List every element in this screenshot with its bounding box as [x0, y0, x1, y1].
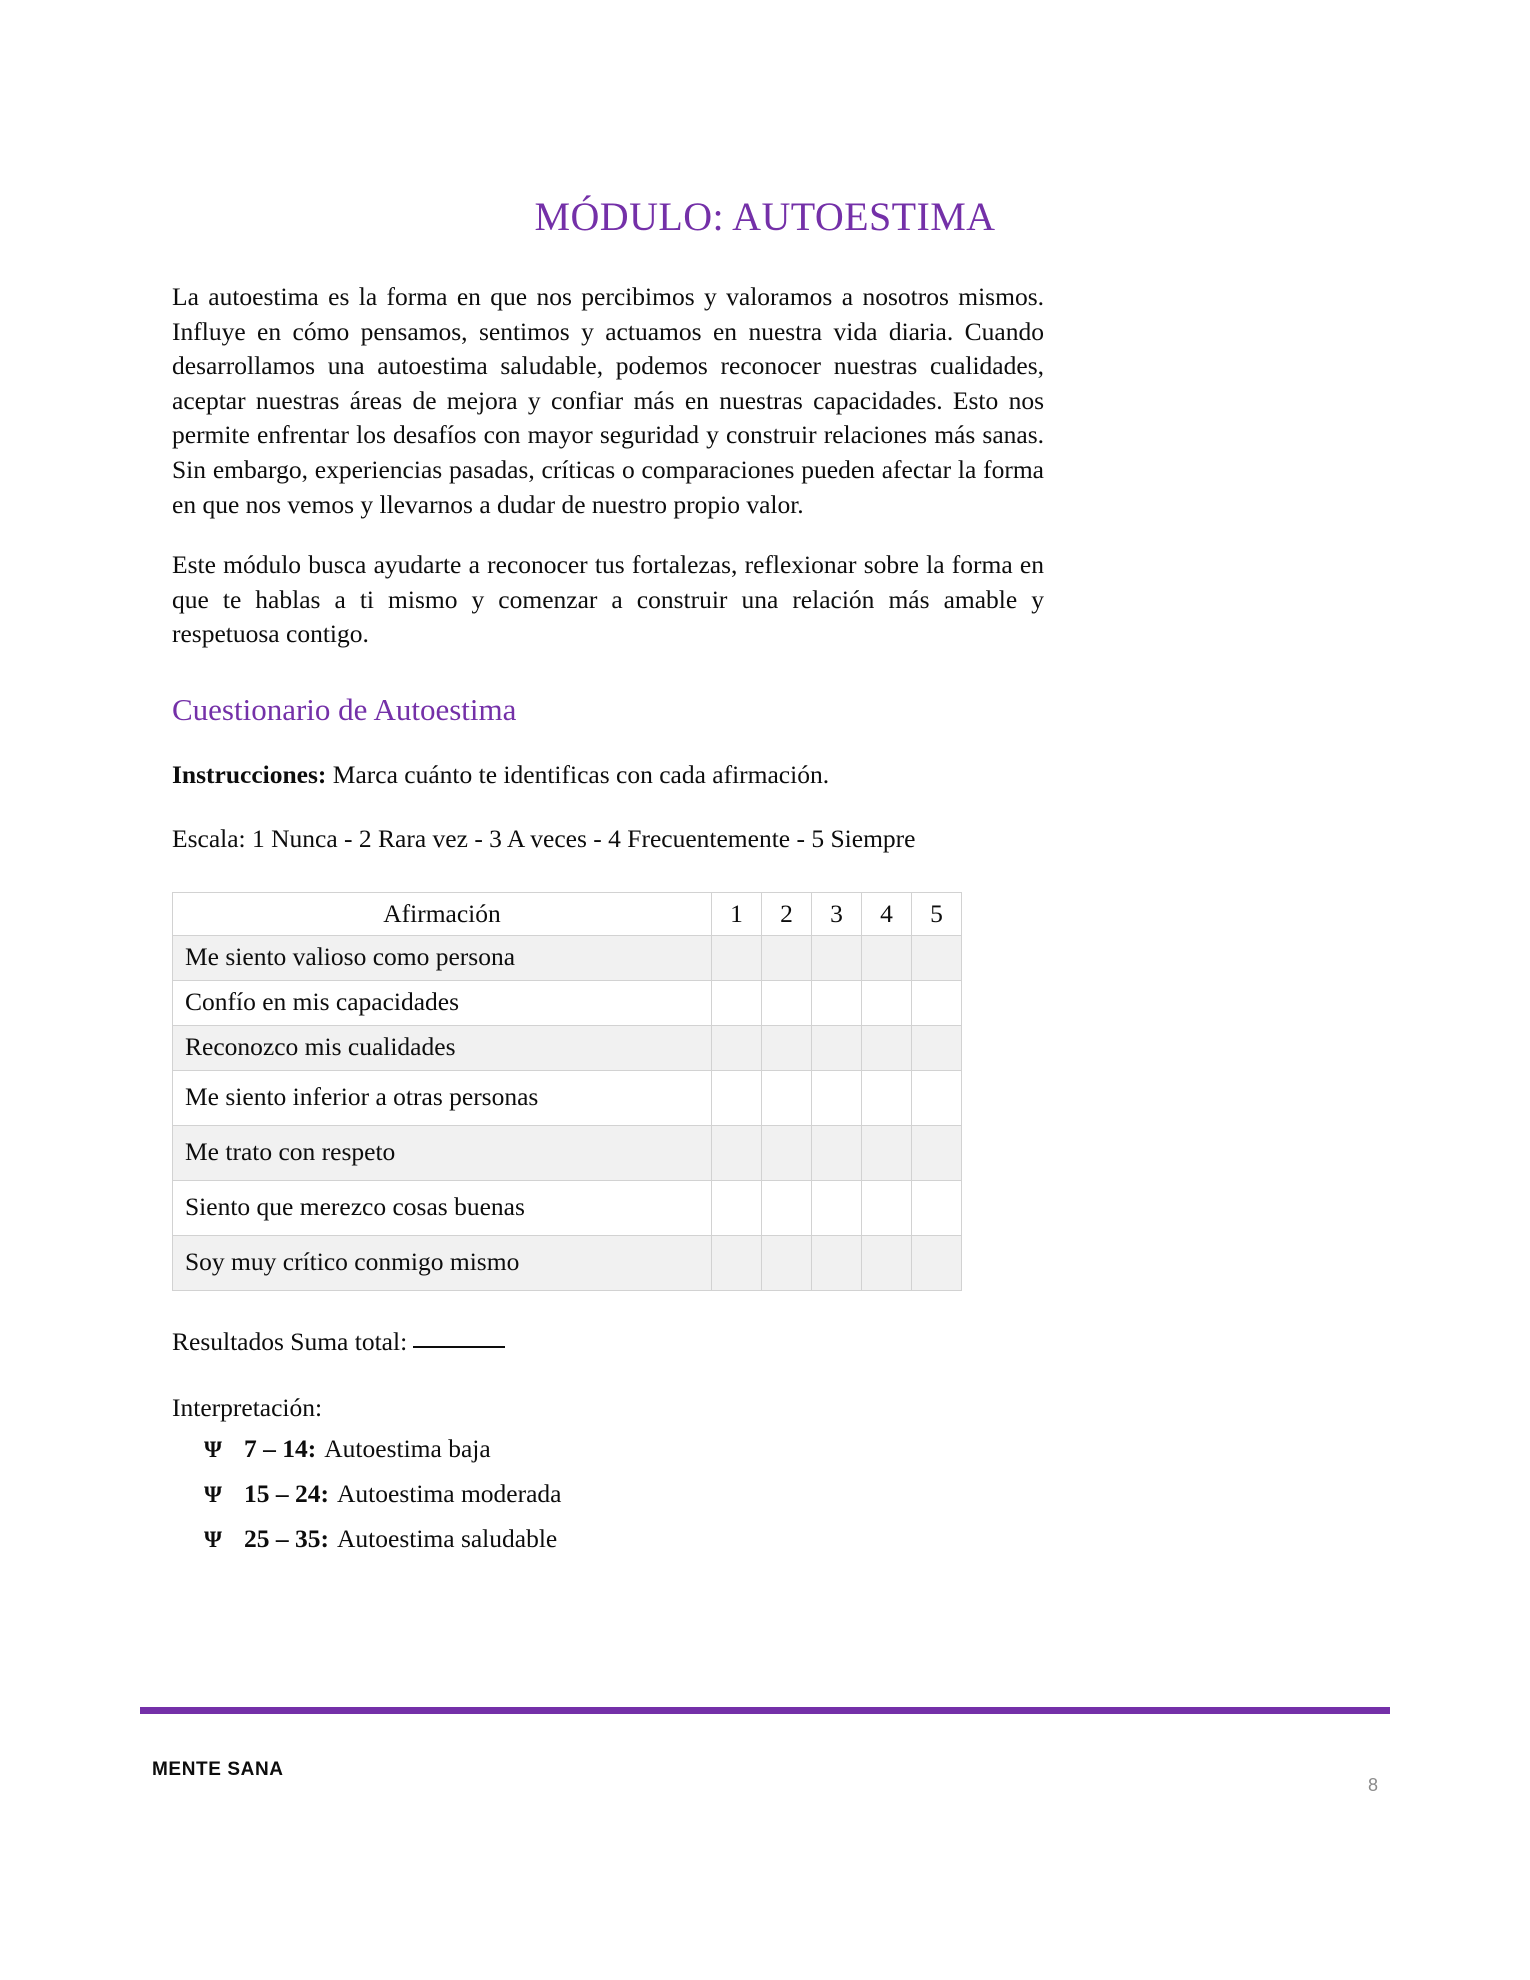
rating-cell-2[interactable] — [762, 935, 812, 980]
rating-cell-4[interactable] — [862, 980, 912, 1025]
score-range: 7 – 14: — [244, 1433, 317, 1463]
statement-text: Soy muy crítico conmigo mismo — [173, 1235, 712, 1290]
score-description: Autoestima moderada — [337, 1478, 562, 1508]
psi-bullet-icon: Ψ — [204, 1526, 222, 1552]
column-header-2: 2 — [762, 892, 812, 935]
rating-cell-2[interactable] — [762, 1025, 812, 1070]
list-item — [204, 1517, 1044, 1562]
rating-cell-3[interactable] — [812, 1025, 862, 1070]
rating-cell-4[interactable] — [862, 1180, 912, 1235]
rating-cell-4[interactable] — [862, 1070, 912, 1125]
column-header-5: 5 — [912, 892, 962, 935]
rating-cell-1[interactable] — [712, 1180, 762, 1235]
list-item — [204, 1472, 1044, 1517]
instructions-line — [172, 758, 1044, 792]
footer-divider — [140, 1707, 1390, 1714]
instructions-label: Instrucciones: — [172, 759, 327, 789]
instructions-text: Marca cuánto te identificas con cada afirmación. — [326, 759, 830, 789]
column-header-1: 1 — [712, 892, 762, 935]
column-header-3: 3 — [812, 892, 862, 935]
rating-cell-2[interactable] — [762, 1070, 812, 1125]
statement-text: Siento que merezco cosas buenas — [173, 1180, 712, 1235]
psi-bullet-icon: Ψ — [204, 1436, 222, 1462]
table-row — [173, 1070, 962, 1125]
page-number: 8 — [1367, 1775, 1378, 1795]
list-item — [204, 1427, 1044, 1472]
rating-cell-1[interactable] — [712, 1235, 762, 1290]
rating-cell-2[interactable] — [762, 1235, 812, 1290]
interpretation-label: Interpretación: — [172, 1392, 323, 1422]
intro-paragraph-2: Este módulo busca ayudarte a reconocer tus fortalezas, reflexionar sobre la forma en que te hablas a ti mismo y comenzar a construir una relación más amable y respetuosa contigo. — [172, 550, 1044, 649]
statement-text: Me trato con respeto — [173, 1125, 712, 1180]
rating-cell-1[interactable] — [712, 1125, 762, 1180]
section-heading-cuestionario: Cuestionario de Autoestima — [172, 691, 517, 727]
rating-cell-2[interactable] — [762, 1125, 812, 1180]
rating-cell-5[interactable] — [912, 1180, 962, 1235]
rating-cell-1[interactable] — [712, 1070, 762, 1125]
intro-paragraph-1: La autoestima es la forma en que nos percibimos y valoramos a nosotros mismos. Influye en cómo pensamos, sentimos y actuamos en nuestra vida diaria. Cuando desarrollamos una autoestima saludable, podemos reconocer nuestras cualidades, aceptar nuestras áreas de mejora y confiar más en nuestras capacidades. Esto nos permite enfrentar los desafíos con mayor seguridad y construir relaciones más sanas. Sin embargo, experiencias pasadas, críticas o comparaciones pueden afectar la forma en que nos vemos y llevarnos a dudar de nuestro propio valor. — [172, 282, 1044, 519]
rating-cell-5[interactable] — [912, 1125, 962, 1180]
score-description: Autoestima saludable — [337, 1523, 558, 1553]
total-score-label: Resultados Suma total: — [172, 1326, 408, 1356]
rating-cell-3[interactable] — [812, 1125, 862, 1180]
rating-cell-4[interactable] — [862, 1235, 912, 1290]
rating-cell-3[interactable] — [812, 1235, 862, 1290]
rating-cell-5[interactable] — [912, 1070, 962, 1125]
rating-cell-5[interactable] — [912, 1235, 962, 1290]
rating-cell-3[interactable] — [812, 1180, 862, 1235]
statement-text: Confío en mis capacidades — [173, 980, 712, 1025]
scale-line: Escala: 1 Nunca - 2 Rara vez - 3 A veces - 4 Frecuentemente - 5 Siempre — [172, 823, 916, 853]
rating-cell-4[interactable] — [862, 1125, 912, 1180]
table-row — [173, 1125, 962, 1180]
table-row — [173, 1025, 962, 1070]
interpretation-list — [172, 1427, 1044, 1562]
table-row — [173, 1235, 962, 1290]
rating-cell-4[interactable] — [862, 935, 912, 980]
rating-cell-5[interactable] — [912, 1025, 962, 1070]
rating-cell-1[interactable] — [712, 980, 762, 1025]
psi-bullet-icon: Ψ — [204, 1481, 222, 1507]
statement-text: Reconozco mis cualidades — [173, 1025, 712, 1070]
rating-cell-5[interactable] — [912, 980, 962, 1025]
statement-text: Me siento inferior a otras personas — [173, 1070, 712, 1125]
table-row — [173, 1180, 962, 1235]
score-description: Autoestima baja — [324, 1433, 491, 1463]
rating-cell-1[interactable] — [712, 1025, 762, 1070]
table-row — [173, 935, 962, 980]
rating-cell-3[interactable] — [812, 980, 862, 1025]
rating-cell-3[interactable] — [812, 935, 862, 980]
rating-cell-2[interactable] — [762, 1180, 812, 1235]
table-row — [173, 980, 962, 1025]
column-header-afirmacion: Afirmación — [173, 892, 712, 935]
page-title: MÓDULO: AUTOESTIMA — [534, 193, 996, 239]
rating-cell-5[interactable] — [912, 935, 962, 980]
score-range: 15 – 24: — [244, 1478, 329, 1508]
table-header-row — [173, 892, 962, 935]
rating-cell-2[interactable] — [762, 980, 812, 1025]
total-score-blank[interactable] — [413, 1345, 505, 1348]
footer-brand: MENTE SANA — [152, 1759, 284, 1780]
statement-text: Me siento valioso como persona — [173, 935, 712, 980]
rating-cell-4[interactable] — [862, 1025, 912, 1070]
questionnaire-table — [172, 892, 962, 1291]
content-column — [172, 280, 1044, 1562]
column-header-4: 4 — [862, 892, 912, 935]
total-score-line — [172, 1325, 1044, 1359]
rating-cell-3[interactable] — [812, 1070, 862, 1125]
rating-cell-1[interactable] — [712, 935, 762, 980]
score-range: 25 – 35: — [244, 1523, 329, 1553]
